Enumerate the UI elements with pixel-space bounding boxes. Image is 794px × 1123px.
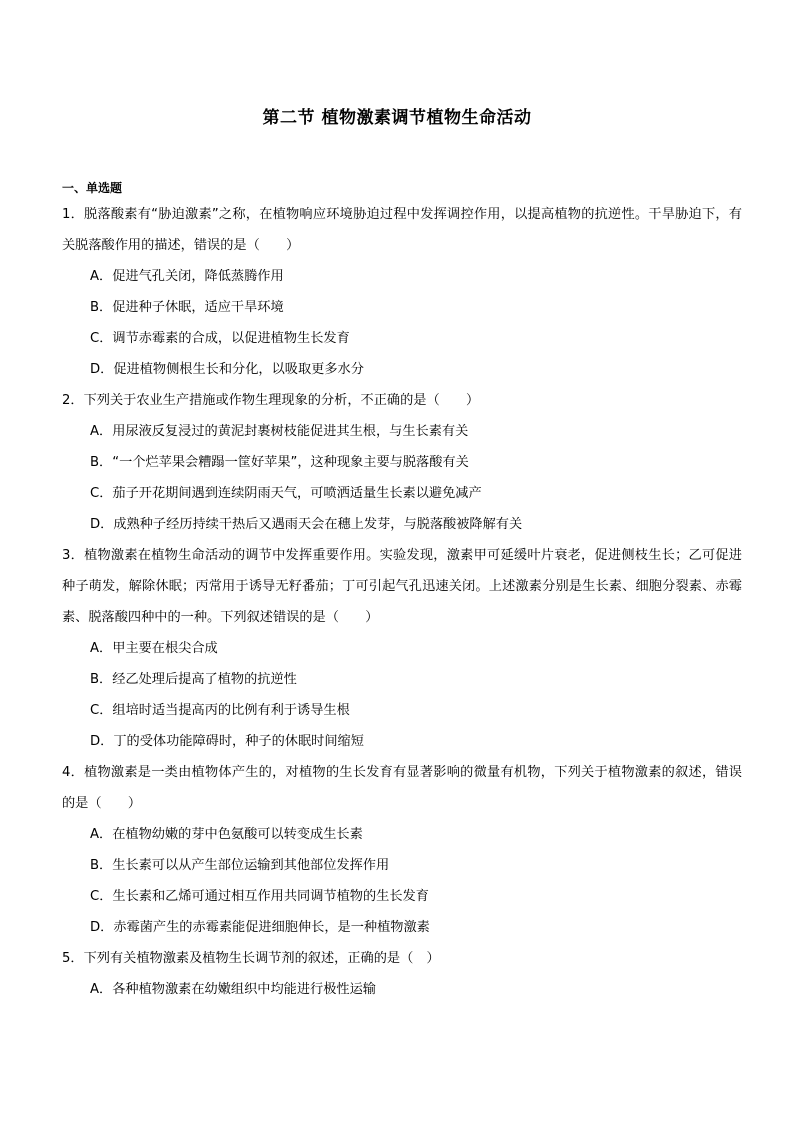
option-d: D．成熟种子经历持续干热后又遇雨天会在穗上发芽，与脱落酸被降解有关 [90,517,523,532]
option-b: B．促进种子休眠，适应干旱环境 [90,300,284,315]
question-2 [62,385,742,540]
section-heading: 一、单选题 [62,181,123,195]
option-d: D．促进植物侧根生长和分化，以吸取更多水分 [90,362,364,377]
option-c: C．生长素和乙烯可通过相互作用共同调节植物的生长发育 [90,889,429,904]
question-stem: 3．植物激素在植物生命活动的调节中发挥重要作用。实验发现，激素甲可延缓叶片衰老，促进侧枝生长；乙可促进种子萌发，解除休眠；丙常用于诱导无籽番茄；丁可引起气孔迅速关闭。上述激素分别是生长素、细胞分裂素、赤霉素、脱落酸四种中的一种。下列叙述错误的是（ ） [62,548,742,625]
question-5 [62,943,742,1005]
option-c: C．组培时适当提高丙的比例有利于诱导生根 [90,703,350,718]
option-c: C．调节赤霉素的合成，以促进植物生长发育 [90,331,350,346]
question-4 [62,757,742,943]
option-a: A．在植物幼嫩的芽中色氨酸可以转变成生长素 [90,827,363,842]
question-1 [62,199,742,385]
option-a: A．用尿液反复浸过的黄泥封裹树枝能促进其生根，与生长素有关 [90,424,469,439]
question-stem: 2．下列关于农业生产措施或作物生理现象的分析，不正确的是（ ） [62,393,480,408]
option-d: D．赤霉菌产生的赤霉素能促进细胞伸长，是一种植物激素 [90,920,430,935]
option-c: C．茄子开花期间遇到连续阴雨天气，可喷洒适量生长素以避免减产 [90,486,482,501]
option-d: D．丁的受体功能障碍时，种子的休眠时间缩短 [90,734,364,749]
question-stem: 4．植物激素是一类由植物体产生的，对植物的生长发育有显著影响的微量有机物，下列关于植物激素的叙述，错误的是（ ） [62,765,742,811]
page-title: 第二节 植物激素调节植物生命活动 [262,108,532,128]
question-3 [62,540,742,757]
question-stem: 1．脱落酸素有“胁迫激素”之称，在植物响应环境胁迫过程中发挥调控作用，以提高植物的抗逆性。干旱胁迫下，有关脱落酸作用的描述，错误的是（ ） [62,207,742,253]
question-list [62,180,742,1005]
option-b: B．“一个烂苹果会糟蹋一筐好苹果”，这种现象主要与脱落酸有关 [90,455,469,470]
option-b: B．经乙处理后提高了植物的抗逆性 [90,672,297,687]
option-a: A．甲主要在根尖合成 [90,641,218,656]
option-b: B．生长素可以从产生部位运输到其他部位发挥作用 [90,858,390,873]
option-a: A．促进气孔关闭，降低蒸腾作用 [90,269,284,284]
question-stem: 5．下列有关植物激素及植物生长调节剂的叙述，正确的是（ ） [62,951,440,966]
option-a: A．各种植物激素在幼嫩组织中均能进行极性运输 [90,982,376,997]
